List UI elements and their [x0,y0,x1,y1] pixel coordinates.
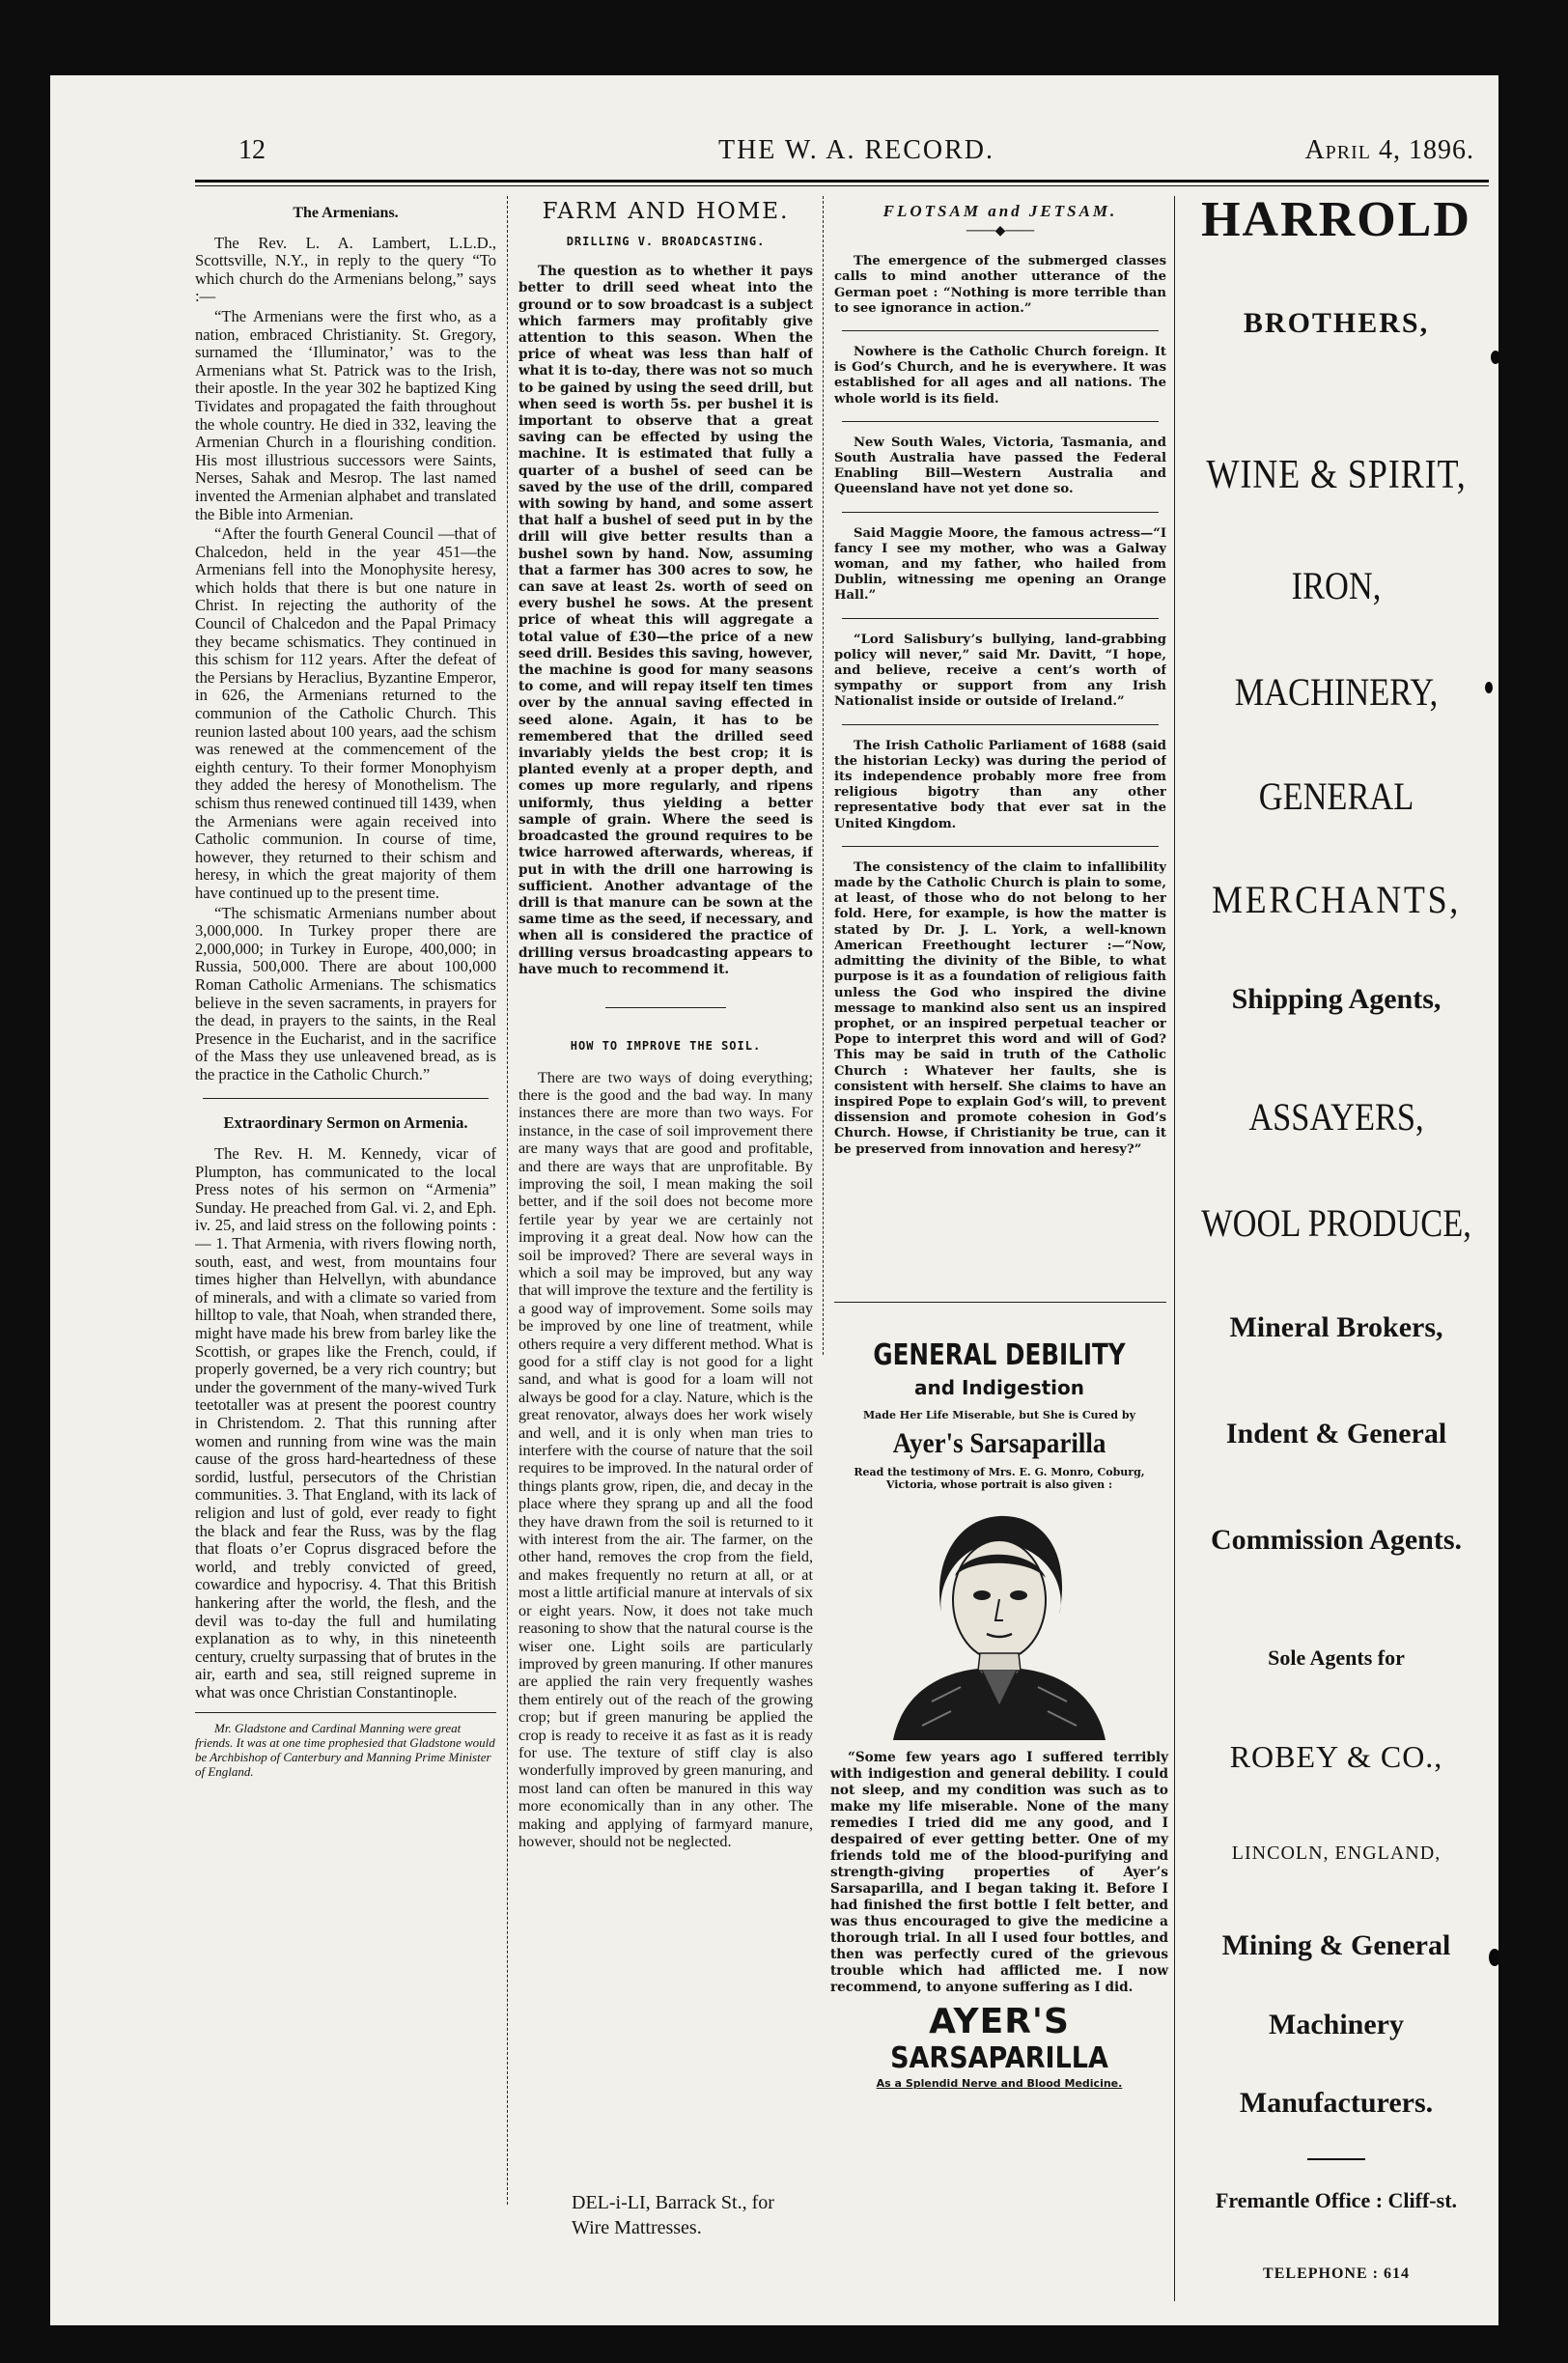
flotsam-item: The Irish Catholic Parliament of 1688 (said the historian Lecky) was during the period of its independence probably more free from religious bigotry than any other representative body that ever sat in the United Kingdom. [834,738,1166,831]
ad-footer-product: SARSAPARILLA [890,2041,1108,2075]
item-separator [842,724,1159,725]
article-heading: DRILLING V. BROADCASTING. [566,234,766,248]
mattress-advertisement [572,2190,774,2240]
ornament-divider: ───◆─── [966,223,1035,239]
item-separator [842,330,1159,331]
ad-line: LINCOLN, ENGLAND, [1231,1843,1442,1864]
ad-testimony: “Some few years ago I suffered terribly with indigestion and general debility. I could not sleep, and my condition was such as to make my life miserable. None of the many remedies I tried did me any good, and I despaired of ever getting better. One of my friends told me of the blood-purifying and strength-giving properties of Ayer’s Sarsaparilla, and I began taking it. Before I had finished the first bottle I felt better, and was thus encouraged to give the medicine a thorough trial. In all I used four bottles, and then was perfectly cured of the grievous trouble which had afflicted me. I now recommend, to anyone suffering as I did. [830,1750,1168,1995]
ad-company-name: HARROLD [1201,192,1471,247]
ad-line: Mining & General [1221,1929,1451,1961]
ad-line: WOOL PRODUCE, [1201,1201,1471,1245]
ad-intro: Read the testimony of Mrs. E. G. Monro, Coburg, Victoria, whose portrait is also given : [854,1466,1145,1491]
column-1 [195,201,496,2325]
article-heading: HOW TO IMPROVE THE SOIL. [570,1038,762,1053]
column-2 [518,201,813,2209]
flotsam-item: New South Wales, Victoria, Tasmania, and South Australia have passed the Federal Enabling Bill—Western Australia and Queensland have not yet done so. [834,435,1166,497]
issue-date: April 4, 1896. [1304,135,1474,165]
woman-portrait-icon [874,1499,1125,1740]
flotsam-item: The emergence of the submerged classes calls to mind another utterance of the German poet : “Nothing is more terrible than to see ignorance in action.” [834,254,1166,316]
ad-line: Shipping Agents, [1231,983,1442,1015]
ad-subheadline: and Indigestion [913,1376,1085,1399]
newspaper-title: THE W. A. RECORD. [717,135,995,165]
masthead-rule [195,180,1489,183]
ad-line: GENERAL [1258,774,1414,818]
ad-line: IRON, [1291,564,1382,607]
ad-headline: GENERAL DEBILITY [873,1338,1126,1372]
ad-line: TELEPHONE : 614 [1263,2265,1410,2282]
newspaper-page [50,75,1498,2325]
ad-border-top [834,1302,1166,1303]
ayers-advertisement [830,1338,1168,2090]
masthead [238,135,1474,174]
article-paragraph: There are two ways of doing everything; there is the good and the bad way. In many instances there are more than two ways. For instance, in the case of soil improvement there are many ways that are good and profitable, and there are ways that are unprofitable. By improving the soil, I mean making the soil better, and if the soil does not become more fertile year by year we are certainly not improving it a great deal. Now how can the soil be improved? There are several ways in which a soil may be improved, but any way that will improve the texture and the fertility is a good way of improvement. Some soils may be improved by one line of treatment, while others require a very different method. What is good for a stiff clay is not good for a light sand, and what is good for a loam will not always be good for a clay. Nature, which is the great renovator, always does her work wisely and well, and it is only when man tries to interfere with the course of nature that the soil requires to be improved. In the natural order of things plants grow, ripen, die, and decay in the place where they sprang up and all the food they have drawn from the soil is returned to it with interest from the air. The farmer, on the other hand, removes the crop from the field, and makes frequently no return at all, or at most a little artificial manure at intervals of six or eight years. Now, it does not take much reasoning to show that the natural course is the wiser one. Light soils are particularly improved by green manuring. If other manures are applied the rain very frequently washes them entirely out of the reach of the growing crop; but if green manuring be applied the crop is ready to receive it as fast as it is ready for use. The texture of stiff clay is also wonderfully improved by green manuring, and most land can often be manured in this way more economically than in any other. The making and applying of farmyard manure, however, should not be neglected. [518,1068,813,1850]
column-divider [823,196,824,1355]
section-heading: FLOTSAM and JETSAM. [882,202,1118,220]
article-heading: Extraordinary Sermon on Armenia. [223,1112,468,1132]
ad-line: BROTHERS, [1243,307,1430,339]
item-separator [842,421,1159,422]
section-heading: FARM AND HOME. [542,201,790,224]
article-heading: The Armenians. [293,205,399,221]
flotsam-item: Said Maggie Moore, the famous actress—“I fancy I see my mother, who was a Galway woman, and my father, who hailed from Dublin, witnessing me opening an Orange Hall.” [834,525,1166,604]
ad-line: Commission Agents. [1210,1524,1463,1556]
column-divider [507,196,508,2205]
ad-brand: Ayer's Sarsaparilla [892,1427,1106,1459]
item-separator [842,512,1159,513]
ad-line: Indent & General [1225,1418,1447,1449]
item-separator [842,846,1159,847]
ad-line: Mineral Brokers, [1229,1311,1443,1343]
column-3 [834,201,1166,1292]
flotsam-item: Nowhere is the Catholic Church foreign. It is God’s Church, and he is everywhere. It was established for all ages and all nations. The whole world is its field. [834,345,1166,407]
ink-blot [1491,351,1498,364]
article-paragraph: “The Armenians were the first who, as a nation, embraced Christianity. St. Gregory, surnamed the ‘Illuminator,’ was to the Armenians what St. Patrick was to the Irish, their apostle. In the year 302 he baptized King Tividates and propagated the faith throughout the whole country. He died in 332, leaving the Armenian Church in a flourishing condition. His most illustrious successors were Saints, Nerses, Sahak and Mesrop. The last named invented the Armenian alphabet and translated the Bible into Armenian. [195,306,496,523]
article-separator [605,1007,726,1008]
ad-line: Fremantle Office : Cliff-st. [1215,2188,1458,2212]
ad-footer-brand: AYER'S [929,2002,1070,2041]
ad-line: MERCHANTS, [1211,878,1462,921]
flotsam-item: The consistency of the claim to infallibility made by the Catholic Church is plain to some, at least, of those who do not belong to her fold. Here, for example, is how the matter is stated by Dr. J. L. York, a well-known American Freethought lecturer :—“Now, admitting the divinity of the Bible, to what purpose is it as a foundation of religious faith unless the God who inspired the divine message to mankind also sent us an inspired prophet, or an inspired perpetual teacher or Pope to interpret this word and will of God? This may be said in truth of the Catholic Church : Whatever her faults, she is consistent with herself. She claims to have an inspired Pope to explain God’s will, to prevent dissension and promote cohesion in God’s Church. Howse, if Christianity be true, can it be preserved from innovation and heresy?” [834,859,1166,1157]
ad-line: Wire Mattresses. [572,2217,702,2238]
article-paragraph: The question as to whether it pays better to drill seed wheat into the ground or to sow broadcast is a subject which farmers may profitably give attention to this season. When the price of wheat was less than half of what it is to-day, there was not so much to be gained by using the seed drill, but when seed is worth 5s. per bushel it is important to observe that a great saving can be effected by using the machine. It is estimated that fully a quarter of a bushel of seed can be saved by the use of the drill, compared with sowing by hand, and some assert that half a bushel of seed put in by the drill will give better results than a bushel sown by hand. Now, assuming that a farmer has 300 acres to sow, he can save at least 2s. worth of seed on every bushel he sows. At the present price of wheat this will aggregate a total value of £30—the price of a new seed drill. Besides this saving, however, the machine is good for many seasons to come, and will repay itself ten times over by the annual saving effected in seed alone. Again, it has to be remembered that the drilled seed invariably yields the best crop; it is planted evenly at a proper depth, and comes up more regularly, and ripens uniformly, thus yielding a better sample of grain. Where the seed is broadcasted the ground requires to be twice harrowed afterwards, whereas, if put in with the drill one harrowing is sufficient. Another advantage of the drill is that manure can be sown at the same time as the seed, if necessary, and when all is considered the practice of drilling versus broadcasting appears to have much to recommend it. [518,264,813,977]
article-separator [203,1098,489,1099]
harrold-brothers-advertisement [1178,191,1495,2316]
flotsam-item: “Lord Salisbury’s bullying, land-grabbing policy will never,” said Mr. Davitt, “I hope, and believe, receive a cent’s worth of sympathy or support from any Irish Nationalist inside or outside of Ireland.” [834,632,1166,710]
ad-footer-tagline: As a Splendid Nerve and Blood Medicine. [876,2077,1123,2090]
item-separator [842,618,1159,619]
article-paragraph: The Rev. H. M. Kennedy, vicar of Plumpton, has communicated to the local Press notes of his sermon on “Armenia” Sunday. He preached from Gal. vi. 2, and Eph. iv. 25, and laid stress on the following points :— 1. That Armenia, with rivers flowing north, south, east, and west, from mountains four times higher than Helvellyn, with abundance of minerals, and with a climate so varied from hilltop to vale, that Noah, when stranded there, might have made his brew from barley like the Scottish, or grapes like the French, could, if properly governed, be a very rich country; but under the government of the many-wived Turk teetotaller was at present the poorest country in Christendom. 2. That this running after women and running from wine was the main cause of the gross hard-heartedness of these sordid, lustful, persecutors of the Christian communities. 3. That England, with its lack of religion and lust of gold, ever ready to fight the black and fear the Russ, was by the flag that floats o’er Coprus disgraced before the world, and trebly convicted of greed, cowardice and hypocrisy. 4. That this British hankering after the world, the flesh, and the devil was to-day the full and humilating explanation as to why, in this nineteenth century, cruelty surpassing that of brutes in the air, earth and sea, still reigned supreme in what was once Christian Constantinople. [195,1144,496,1702]
column-divider [1174,196,1175,2301]
ad-tagline: Made Her Life Miserable, but She is Cured by [862,1409,1136,1421]
article-paragraph: “After the fourth General Council —that of Chalcedon, held in the year 451—the Armenians fell into the Monophysite heresy, which holds that there is but one nature in Christ. In rejecting the authority of the Council of Chalcedon and the Papal Primacy they became schismatics. They continued in this schism for 112 years. After the defeat of the Persians by Heraclius, Byzantine Emperor, in 626, the Armenians returned to the communion of the Catholic Church. This reunion lasted about 100 years, aad the schism was renewed at the commencement of the eighth century. To their former Monophyism they added the heresy of Monothelism. The schism thus renewed continued till 1439, when the Armenians were again received into Catholic communion. In course of time, however, they returned to their schism and heresy, in which the great majority of them have continued up to the present time. [195,524,496,902]
ad-line: Machinery [1269,2009,1404,2040]
ad-line: ASSAYERS, [1248,1095,1424,1139]
article-paragraph: The Rev. L. A. Lambert, L.L.D., Scottsville, N.Y., in reply to the query “To which church do the Armenians belong,” says :— [195,233,496,306]
ink-blot [1489,1949,1498,1966]
page-number: 12 [238,135,266,165]
masthead-rule-thin [195,185,1489,186]
ad-line: MACHINERY, [1234,670,1439,714]
ink-blot [1485,682,1493,693]
ad-line: DEL-i-LI, Barrack St., for [572,2192,774,2213]
ad-short-rule [1307,2158,1365,2160]
article-paragraph: “The schismatic Armenians number about 3,000,000. In Turkey proper there are 2,000,000; in Turkey in Europe, 400,000; in Russia, 500,000. There are about 100,000 Roman Catholic Armenians. The schismatics believe in the seven sacraments, in prayers for the dead, in prayers to the saints, in the Real Presence in the Eucharist, and in the sacrifice of the Mass they use unleavened bread, as is the practice in the Catholic Church.” [195,903,496,1083]
ad-line: WINE & SPIRIT, [1206,453,1467,497]
ad-line: Sole Agents for [1268,1646,1405,1670]
ad-line: ROBEY & CO., [1229,1739,1443,1774]
footnote-paragraph: Mr. Gladstone and Cardinal Manning were great friends. It was at one time prophesied that Gladstone would be Archbishop of Canterbury and Manning Prime Minister of England. [195,1720,495,1779]
ad-line: Manufacturers. [1239,2087,1434,2119]
article-separator [195,1712,496,1713]
